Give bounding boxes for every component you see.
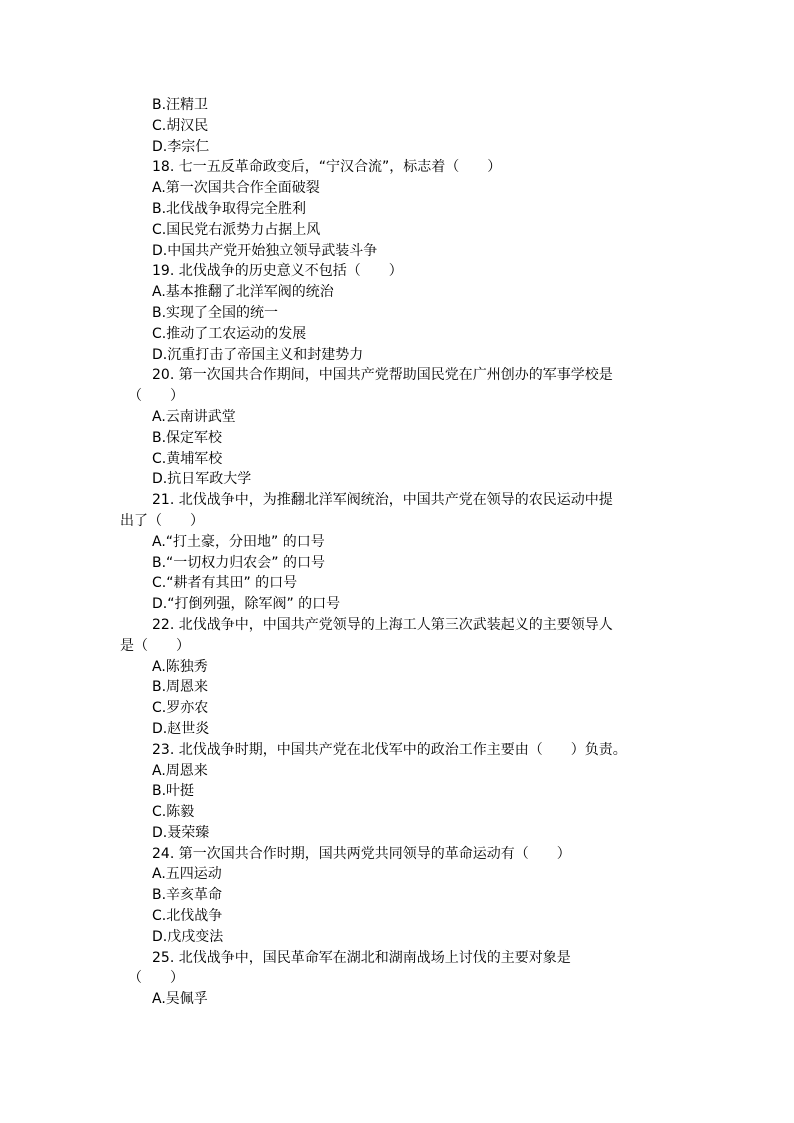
option-line: D.赵世炎 xyxy=(152,720,210,737)
option-line: C.罗亦农 xyxy=(152,700,209,717)
question-25: 25. 北伐战争中，国民革命军在湖北和湖南战场上讨伐的主要对象是 xyxy=(152,949,571,966)
option-line: C.“耕者有其田” 的口号 xyxy=(152,575,298,592)
question-20: 20. 第一次国共合作期间，中国共产党帮助国民党在广州创办的军事学校是 xyxy=(152,367,613,384)
option-line: B.北伐战争取得完全胜利 xyxy=(152,200,307,217)
option-line: C.陈毅 xyxy=(152,804,195,821)
option-line: A.陈独秀 xyxy=(152,658,208,675)
option-line: B.叶挺 xyxy=(152,783,195,800)
option-line: A.云南讲武堂 xyxy=(152,408,236,425)
option-line: C.国民党右派势力占据上风 xyxy=(152,221,321,238)
option-line: D.中国共产党开始独立领导武装斗争 xyxy=(152,242,378,259)
option-line: B.周恩来 xyxy=(152,679,209,696)
option-line: C.胡汉民 xyxy=(152,117,209,134)
question-22: 22. 北伐战争中，中国共产党领导的上海工人第三次武装起义的主要领导人 xyxy=(152,616,613,633)
option-line: D.“打倒列强，除军阀” 的口号 xyxy=(152,596,341,613)
question-22-continued: 是（ ） xyxy=(120,637,190,654)
question-23: 23. 北伐战争时期，中国共产党在北伐军中的政治工作主要由（ ）负责。 xyxy=(152,741,627,758)
option-line: A.“打土豪，分田地” 的口号 xyxy=(152,533,325,550)
option-line: C.黄埔军校 xyxy=(152,450,223,467)
option-line: A.周恩来 xyxy=(152,762,208,779)
option-line: B.汪精卫 xyxy=(152,97,209,113)
option-line: D.戊戌变法 xyxy=(152,928,224,945)
option-line: A.基本推翻了北洋军阀的统治 xyxy=(152,284,334,301)
question-21: 21. 北伐战争中，为推翻北洋军阀统治，中国共产党在领导的农民运动中提 xyxy=(152,492,613,509)
question-25-continued: （ ） xyxy=(128,970,184,987)
question-20-continued: （ ） xyxy=(128,388,184,405)
question-19: 19. 北伐战争的历史意义不包括（ ） xyxy=(152,263,403,280)
option-line: D.抗日军政大学 xyxy=(152,471,252,488)
option-line: C.北伐战争 xyxy=(152,908,223,925)
question-18: 18. 七一五反革命政变后，“宁汉合流”，标志着（ ） xyxy=(152,159,502,176)
option-line: B.实现了全国的统一 xyxy=(152,304,279,321)
option-line: C.推动了工农运动的发展 xyxy=(152,325,307,342)
option-line: D.李宗仁 xyxy=(152,138,210,155)
question-21-continued: 出了（ ） xyxy=(120,512,204,529)
option-line: B.“一切权力归农会” 的口号 xyxy=(152,554,326,571)
option-line: D.聂荣臻 xyxy=(152,824,210,841)
question-24: 24. 第一次国共合作时期，国共两党共同领导的革命运动有（ ） xyxy=(152,845,571,862)
option-line: B.保定军校 xyxy=(152,429,223,446)
option-line: A.五四运动 xyxy=(152,866,222,883)
option-line: A.吴佩孚 xyxy=(152,991,208,1008)
option-line: B.辛亥革命 xyxy=(152,887,223,904)
option-line: D.沉重打击了帝国主义和封建势力 xyxy=(152,346,364,363)
question-list xyxy=(120,95,680,1010)
option-line: A.第一次国共合作全面破裂 xyxy=(152,180,320,197)
